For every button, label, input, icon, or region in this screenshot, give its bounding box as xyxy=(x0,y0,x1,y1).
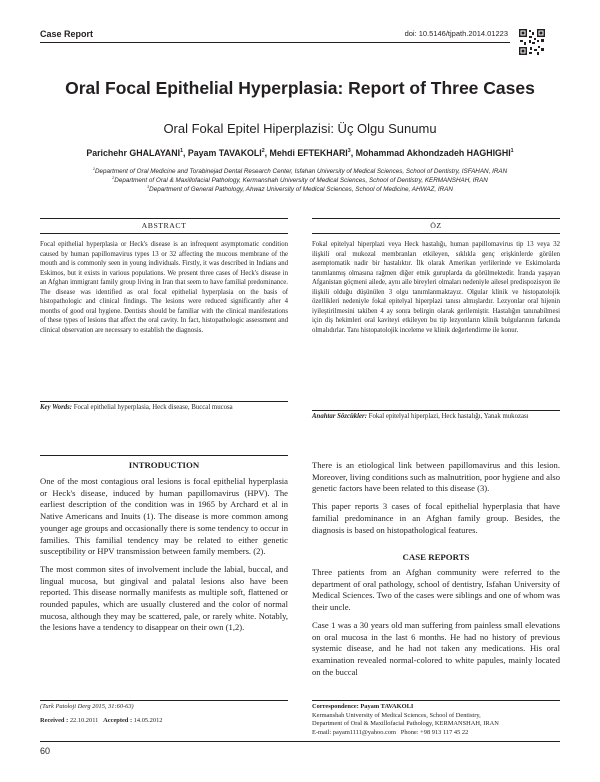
address-line: Kermanshah University of Medical Sciences, School of Dentistry, xyxy=(312,711,481,719)
author-sup: 1 xyxy=(180,148,184,155)
oz-keywords-text: Fokal epitelyal hiperplazi, Heck hastalığı, Yanak mukozası xyxy=(368,413,529,420)
page-bottom-rule xyxy=(40,741,560,742)
footer-rule-left xyxy=(40,700,288,701)
author-name: Mehdi EFTEKHARI xyxy=(269,148,348,158)
correspondence-label: Correspondence: xyxy=(312,703,359,710)
oz-keywords xyxy=(312,412,560,422)
oz-keywords-rule xyxy=(312,410,560,411)
qr-code-icon xyxy=(518,28,546,56)
received-date: 22.10.2011 xyxy=(69,717,99,724)
oz-text: Fokal epitelyal hiperplazi veya Heck hastalığı, human papillomavirus tip 13 veya 32 ilişkili oral mukozal membranları etkileyen, sıklıkla genç erişkinlerde görülen asemptomatik nadir bir hastalıktır. İlk olarak Amerikan yerlilerinde ve Eskimolarda tanımlanmış olmasına rağmen diğer etnik guruplarda da görülmektedir. İranda yaşayan Afganistan göçmeni ailede, aynı aile bireyleri olmaları nedeniyle ailesel predispozisyon ile ilişkili olduğu düşünülen 3 olgu tanımlanmaktayız. Olgular klinik ve histopatolojik özellikleri nedeniyle fokal epitelyal hiperplazi tanısı almışlardır. Lezyonlar oral hijenin iyileştirilmesini takiben 4 ay sonra belirgin olarak gerilemiştir. Hastalığın tanınabilmesi için diş hekimleri oral kaviteyi etkileyen bu tip lezyonların klinik bulgularının farkında olmalıdırlar. Tanı histopatolojik inceleme ve klinik değerlendirme ile konur. xyxy=(312,241,560,334)
email-link[interactable]: payam1111@yahoo.com xyxy=(332,728,396,736)
author-list: Parichehr GHALAYANI$^1$, Payam TAVAKOLI$^2$, Mehdi EFTEKHARI$^3$, Mohammad Akhondzadeh HAGHIGHI$^1$ xyxy=(86,148,514,158)
accepted-date: 14.05.2012 xyxy=(133,717,163,724)
phone-label: Phone: xyxy=(400,728,419,736)
affiliation-text: Department of General Pathology, Ahwaz University of Medical Sciences, School of Medicine, AHWAZ, IRAN xyxy=(149,186,453,194)
page-number: 60 xyxy=(40,746,51,756)
affiliation xyxy=(0,167,600,175)
abstract-heading: ABSTRACT xyxy=(40,218,288,234)
email-label: E-mail: xyxy=(312,728,332,736)
keywords xyxy=(40,403,288,413)
affiliation xyxy=(0,185,600,193)
keywords-text: Focal epithelial hyperplasia, Heck disease, Buccal mucosa xyxy=(73,404,233,411)
author-sup: 2 xyxy=(261,148,265,155)
paragraph: One of the most contagious oral lesions is focal epithelial hyperplasia or Heck's disease, induced by human papillomavirus (HPV). The earliest description of the condition was in 1965 by Archard et al in Native Americans and Inuits (1). The disease is more common among younger age groups and occasionally there is some tendency to occur in families. This familial tendency may be related to either genetic susceptibility or HPV transmission between family members. (2). xyxy=(40,476,288,557)
accepted-label: Accepted : xyxy=(103,717,133,724)
article-title: Oral Focal Epithelial Hyperplasia: Report of Three Cases xyxy=(65,78,535,98)
paragraph: The most common sites of involvement include the labial, buccal, and lingual mucosa, but gingival and palatal lesions also have been reported. This disease normally manifests as multiple soft, flattened or rounded papules, which are usually clustered and the color of normal mucosa, although they may be scattered, pale, or rarely white. Notably, the lesions have a tendency to disappear on their own (1,2). xyxy=(40,563,288,633)
affiliation xyxy=(0,176,600,184)
case-reports-heading: CASE REPORTS xyxy=(402,552,470,562)
received-label: Received : xyxy=(40,717,69,724)
author-name: Parichehr GHALAYANI xyxy=(86,148,181,158)
dates xyxy=(40,717,288,726)
paragraph: There is an etiological link between papillomavirus and this lesion. Moreover, living conditions such as malnutrition, poor hygiene and also genetic factors have been related to this disease (3). xyxy=(312,460,560,494)
doi[interactable]: doi: 10.5146/tjpath.2014.01223 xyxy=(404,29,508,38)
paragraph: This paper reports 3 cases of focal epithelial hyperplasia that have familial predominance in an Afghan family group. Besides, the diagnosis is based on histopathological features. xyxy=(312,501,560,535)
paragraph: Three patients from an Afghan community were referred to the department of oral pathology, school of dentistry, Isfahan University of Medical Sciences. Two of the cases were siblings and one of whom was their uncle. xyxy=(312,567,560,613)
section-label: Case Report xyxy=(40,29,94,39)
phone-number: +98 913 117 45 22 xyxy=(420,728,469,736)
case-reports-body xyxy=(312,567,560,684)
introduction-heading: INTRODUCTION xyxy=(128,460,200,470)
oz-keywords-label: Anahtar Sözcükler: xyxy=(312,413,367,420)
author-sup: 1 xyxy=(510,148,514,155)
author-sup: 3 xyxy=(347,148,351,155)
keywords-label: Key Words: xyxy=(40,404,73,411)
article-subtitle: Oral Fokal Epitel Hiperplazisi: Üç Olgu Sunumu xyxy=(163,121,437,136)
footer-rule-right xyxy=(312,700,560,701)
affiliation-text: Department of Oral Medicine and Torabinejad Dental Research Center, Isfahan University of Medical Sciences, School of Dentistry, ISFAHAN, IRAN xyxy=(94,168,508,176)
paragraph: Case 1 was a 30 years old man suffering from painless small elevations on oral mucosa in the last 6 months. He had no history of previous systemic disease, and he had not taken any medications. His oral examination revealed normal-colored to white papules, mainly located on the buccal xyxy=(312,619,560,677)
right-column-intro xyxy=(312,460,560,542)
author-name: Mohammad Akhondzadeh HAGHIGHI xyxy=(355,148,511,158)
affiliation-text: Department of Oral & Maxillofacial Pathology, Kermanshah University of Medical Sciences, School of Dentistry, KERMANSHAH, IRAN xyxy=(114,177,488,185)
correspondence xyxy=(312,703,560,737)
introduction-body xyxy=(40,476,288,640)
correspondence-name: Payam TAVAKOLI xyxy=(360,703,414,710)
citation: (Turk Patoloji Derg 2015, 31:60-63) xyxy=(40,703,134,710)
oz-heading: ÖZ xyxy=(312,218,560,234)
address-line: Department of Oral & Maxillofacial Pathology, KERMANSHAH, IRAN xyxy=(312,720,499,728)
affiliation-sup: 2 xyxy=(112,176,115,180)
keywords-rule xyxy=(40,401,288,402)
abstract-text: Focal epithelial hyperplasia or Heck's disease is an infrequent asymptomatic condition caused by human papillomavirus types 13 or 32 affecting the mucous membrane of the mouth and is commonly seen in young individuals. Firstly, it was described in Indians and Eskimos, but it exists in various populations. We present three cases of Heck's disease in an Afghan immigrant family group living in Iran that seem to have familial predominance. The disease was identified as oral focal epithelial hyperplasia on the basis of histopathologic and clinical findings. The lesions were reduced significantly after 4 months of good oral hygiene. Dentists should be familiar with the clinical manifestations of these types of lesions that affect the oral cavity. In fact, histopathologic assessment and clinical observation are necessary to establish the diagnosis. xyxy=(40,241,288,334)
affiliation-sup: 1 xyxy=(92,167,95,171)
intro-rule xyxy=(40,455,288,456)
author-name: Payam TAVAKOLI xyxy=(187,148,262,158)
header-rule xyxy=(40,42,510,43)
affiliation-sup: 3 xyxy=(147,185,150,189)
